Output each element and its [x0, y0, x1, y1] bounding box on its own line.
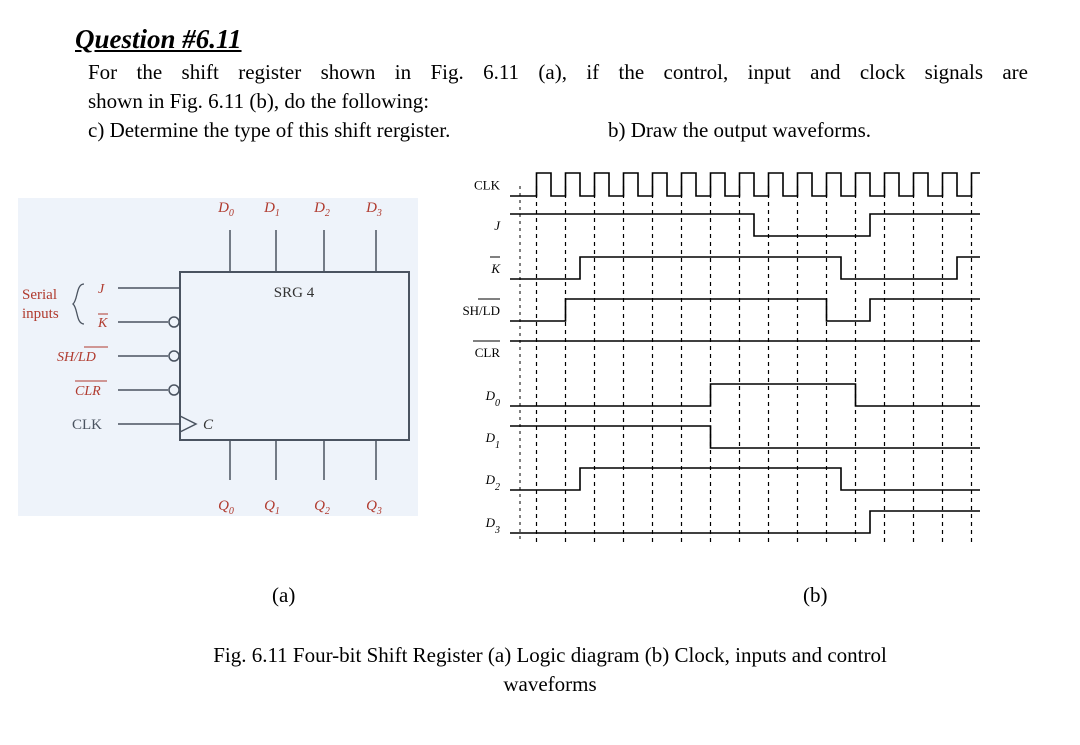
q0-label: $Q_0$ [218, 498, 234, 517]
waveform-d1 [510, 426, 980, 448]
question-text-line-1: For the shift register shown in Fig. 6.11 (a), if the control, input and clock signals are [88, 60, 1028, 84]
k-inversion-bubble [169, 317, 179, 327]
signal-label-d1: $D_1$ [485, 430, 500, 451]
signal-label-clk: CLK [474, 177, 500, 193]
srg4-label: SRG 4 [273, 285, 315, 301]
clk-label: CLK [72, 417, 102, 433]
d1-label: $D_1$ [264, 200, 280, 219]
caption-line-1: Fig. 6.11 Four-bit Shift Register (a) Logic diagram (b) Clock, inputs and control [213, 643, 887, 667]
waveform-d3 [510, 511, 980, 533]
signal-label-clr: CLR [474, 345, 500, 360]
waveform-sh-ld [510, 299, 980, 321]
clr-inversion-bubble [169, 385, 179, 395]
part-c-text: c) Determine the type of this shift rergister. [88, 118, 451, 142]
k-label: K [98, 316, 108, 331]
signal-label-d2: $D_2$ [485, 472, 500, 493]
signal-label-d0: $D_0$ [485, 388, 500, 409]
timing-diagram [440, 160, 980, 550]
caption-line-2: waveforms [503, 672, 597, 696]
serial-label: Serial [22, 287, 57, 303]
d0-label: $D_0$ [218, 200, 234, 219]
waveform-k [510, 257, 980, 279]
shld-inversion-bubble [169, 351, 179, 361]
q3-label: $Q_3$ [366, 498, 382, 517]
logic-diagram [15, 190, 425, 520]
clock-pin-label: C [203, 417, 214, 433]
waveform-j [510, 214, 980, 236]
waveform-clk [510, 173, 980, 196]
signal-label-d3: $D_3$ [485, 515, 500, 536]
waveform-d0 [510, 384, 980, 406]
j-label: J [98, 282, 105, 297]
clr-label: CLR [75, 384, 101, 399]
waveform-d2 [510, 468, 980, 490]
q1-label: $Q_1$ [264, 498, 280, 517]
d3-label: $D_3$ [366, 200, 382, 219]
shld-label: SH/LD [57, 350, 96, 365]
question-parts [88, 116, 1028, 145]
q2-label: $Q_2$ [314, 498, 330, 517]
signal-label-k: K [491, 261, 500, 276]
subfigure-b-label: (b) [803, 583, 828, 607]
question-text-line-2: shown in Fig. 6.11 (b), do the following: [88, 89, 430, 113]
question-title: Question #6.11 [75, 24, 242, 54]
part-b-text: b) Draw the output waveforms. [608, 118, 872, 142]
inputs-label: inputs [22, 306, 59, 322]
d2-label: $D_2$ [314, 200, 330, 219]
subfigure-a-label: (a) [272, 583, 296, 607]
figure-caption [120, 641, 980, 699]
signal-label-sh-ld: SH/LD [462, 303, 500, 318]
signal-label-j: J [494, 218, 500, 233]
